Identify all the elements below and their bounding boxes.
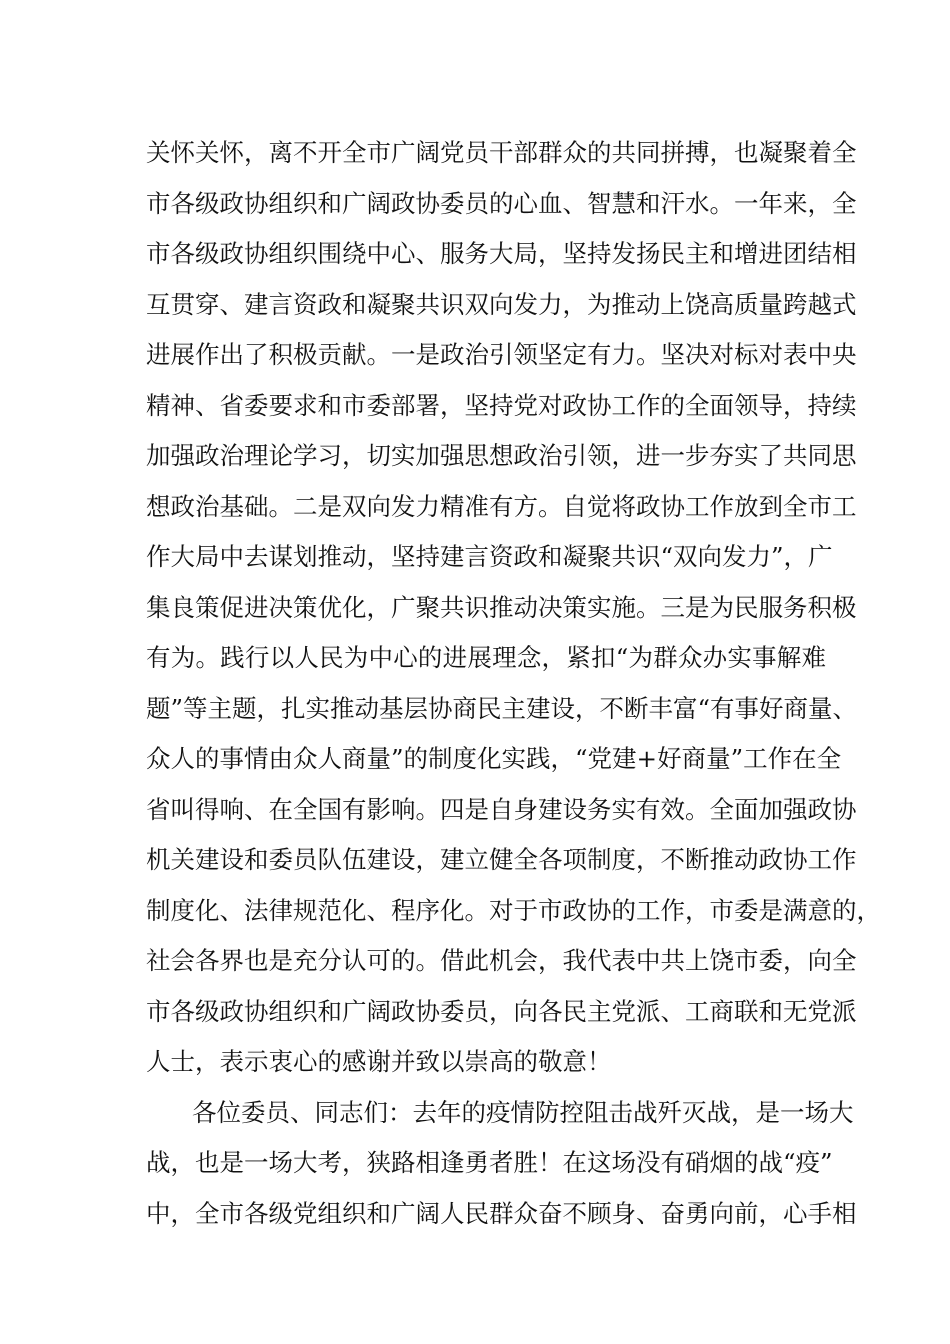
text-line: 人士，表示衷心的感谢并致以崇高的敬意！ bbox=[146, 1047, 612, 1076]
text-line: 众人的事情由众人商量”的制度化实践，“党建+好商量”工作在全 bbox=[146, 744, 842, 773]
text-line: 互贯穿、建言资政和凝聚共识双向发力，为推动上饶高质量跨越式 bbox=[146, 289, 857, 319]
text-line: 加强政治理论学习，切实加强思想政治引领，进一步夯实了共同思 bbox=[146, 441, 857, 470]
text-line: 题”等主题，扎实推动基层协商民主建设，不断丰富“有事好商量、 bbox=[146, 693, 858, 723]
text-line: 集良策促进决策优化，广聚共识推动决策实施。三是为民服务积极 bbox=[146, 592, 857, 622]
text-line: 关怀关怀，离不开全市广阔党员干部群众的共同拼搏，也凝聚着全 bbox=[146, 138, 857, 167]
text-line: 精神、省委要求和市委部署，坚持党对政协工作的全面领导，持续 bbox=[146, 390, 857, 420]
body-text bbox=[146, 128, 881, 1239]
text-line: 社会各界也是充分认可的。借此机会，我代表中共上饶市委，向全 bbox=[146, 946, 857, 975]
text-line: 市各级政协组织和广阔政协委员的心血、智慧和汗水。一年来，全 bbox=[146, 188, 857, 218]
text-line: 中，全市各级党组织和广阔人民群众奋不顾身、奋勇向前，心手相 bbox=[146, 1198, 857, 1228]
text-line: 战，也是一场大考，狭路相逢勇者胜！在这场没有硝烟的战“疫” bbox=[146, 1148, 833, 1177]
text-line: 想政治基础。二是双向发力精准有方。自觉将政协工作放到全市工 bbox=[146, 491, 857, 521]
text-line: 作大局中去谋划推动，坚持建言资政和凝聚共识“双向发力”，广 bbox=[146, 542, 833, 571]
text-line: 进展作出了积极贡献。一是政治引领坚定有力。坚决对标对表中央 bbox=[146, 340, 857, 369]
text-line: 市各级政协组织围绕中心、服务大局，坚持发扬民主和增进团结相 bbox=[146, 239, 857, 268]
text-line: 省叫得响、在全国有影响。四是自身建设务实有效。全面加强政协 bbox=[146, 794, 857, 824]
text-line: 机关建设和委员队伍建设，建立健全各项制度，不断推动政协工作 bbox=[146, 845, 857, 874]
text-line: 市各级政协组织和广阔政协委员，向各民主党派、工商联和无党派 bbox=[146, 996, 857, 1026]
text-line: 制度化、法律规范化、程序化。对于市政协的工作，市委是满意的， bbox=[146, 895, 881, 925]
paragraph-start-line: 各位委员、同志们：去年的疫情防控阻击战歼灭战，是一场大 bbox=[192, 1097, 854, 1127]
text-line: 有为。践行以人民为中心的进展理念，紧扣“为群众办实事解难 bbox=[146, 643, 826, 672]
